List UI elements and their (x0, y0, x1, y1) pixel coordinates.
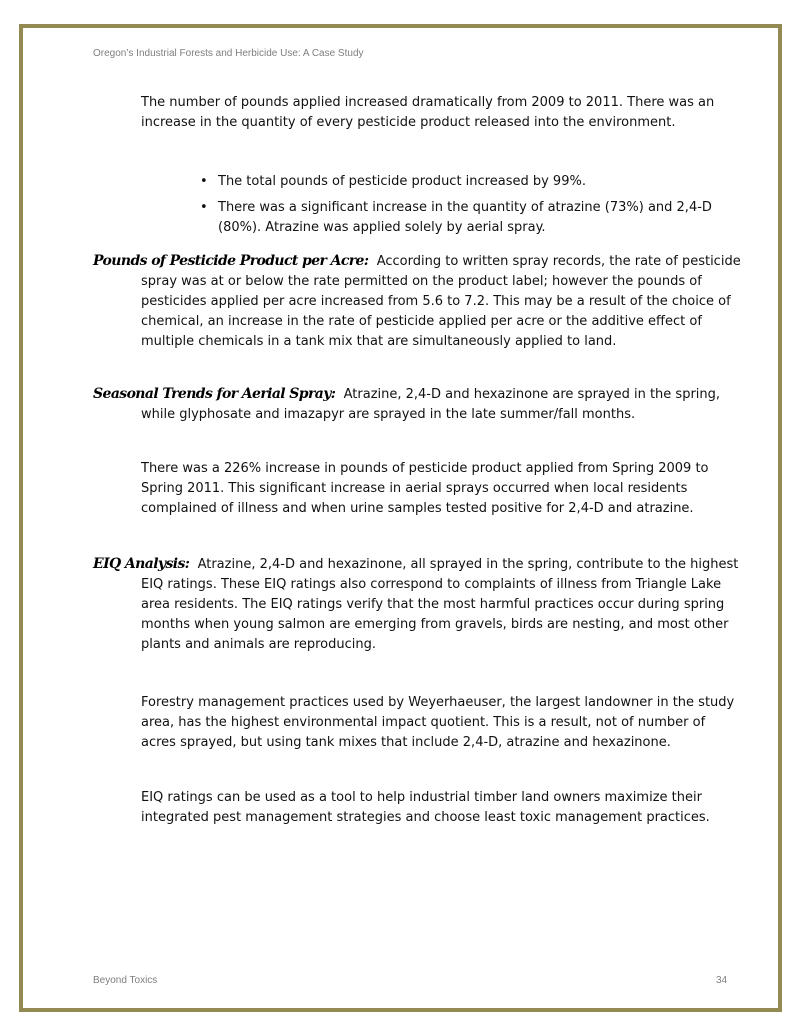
section-pounds-per-acre (93, 251, 743, 352)
bullet-text: The total pounds of pesticide product increased by 99%. (218, 174, 586, 189)
bullet-icon: • (200, 174, 208, 189)
eiq-followup-paragraph: Forestry management practices used by Weyerhaeuser, the largest landowner in the study area, has the highest environmental impact quotient. This is a result, not of number of acres sprayed, but using tank mixes that include 2,4-D, atrazine and hexazinone. (141, 695, 735, 750)
bullet-item (200, 172, 718, 192)
eiq-followup-paragraph: EIQ ratings can be used as a tool to help industrial timber land owners maximize their integrated pest management strategies and choose least toxic management practices. (141, 790, 710, 825)
section-heading: EIQ Analysis: (93, 556, 190, 572)
footer-organization: Beyond Toxics (93, 975, 158, 986)
section-eiq-analysis (93, 554, 743, 655)
seasonal-followup-paragraph: There was a 226% increase in pounds of pesticide product applied from Spring 2009 to Spring 2011. This significant increase in aerial sprays occurred when local residents complained of illness and when urine samples tested positive for 2,4-D and atrazine. (141, 461, 709, 516)
section-seasonal-trends (93, 384, 743, 425)
bullet-icon: • (200, 200, 208, 215)
bullet-item (200, 198, 718, 238)
section-heading: Pounds of Pesticide Product per Acre: (93, 253, 369, 269)
intro-paragraph: The number of pounds applied increased dramatically from 2009 to 2011. There was an increase in the quantity of every pesticide product released into the environment. (141, 95, 715, 130)
running-header: Oregon’s Industrial Forests and Herbicide Use: A Case Study (93, 48, 364, 59)
section-text: According to written spray records, the rate of pesticide spray was at or below the rate permitted on the product label; however the pounds of pesticides applied per acre increased from 5.6 to 7.2. This may be a result of the choice of chemical, an increase in the rate of pesticide applied per acre or the additive effect of multiple chemicals in a tank mix that are simultaneously applied to land. (141, 254, 741, 349)
section-heading: Seasonal Trends for Aerial Spray: (93, 386, 336, 402)
section-text: Atrazine, 2,4-D and hexazinone, all sprayed in the spring, contribute to the highest EIQ ratings. These EIQ ratings also correspond to complaints of illness from Triangle Lake area residents. The EIQ ratings verify that the most harmful practices occur during spring months when young salmon are emerging from gravels, birds are nesting, and most other plants and animals are reproducing. (141, 557, 739, 652)
bullet-text: There was a significant increase in the quantity of atrazine (73%) and 2,4-D (80%). Atrazine was applied solely by aerial spray. (218, 200, 712, 235)
section-text: Atrazine, 2,4-D and hexazinone are sprayed in the spring, while glyphosate and imazapyr are sprayed in the late summer/fall months. (141, 387, 721, 422)
footer-page-number: 34 (716, 975, 728, 986)
